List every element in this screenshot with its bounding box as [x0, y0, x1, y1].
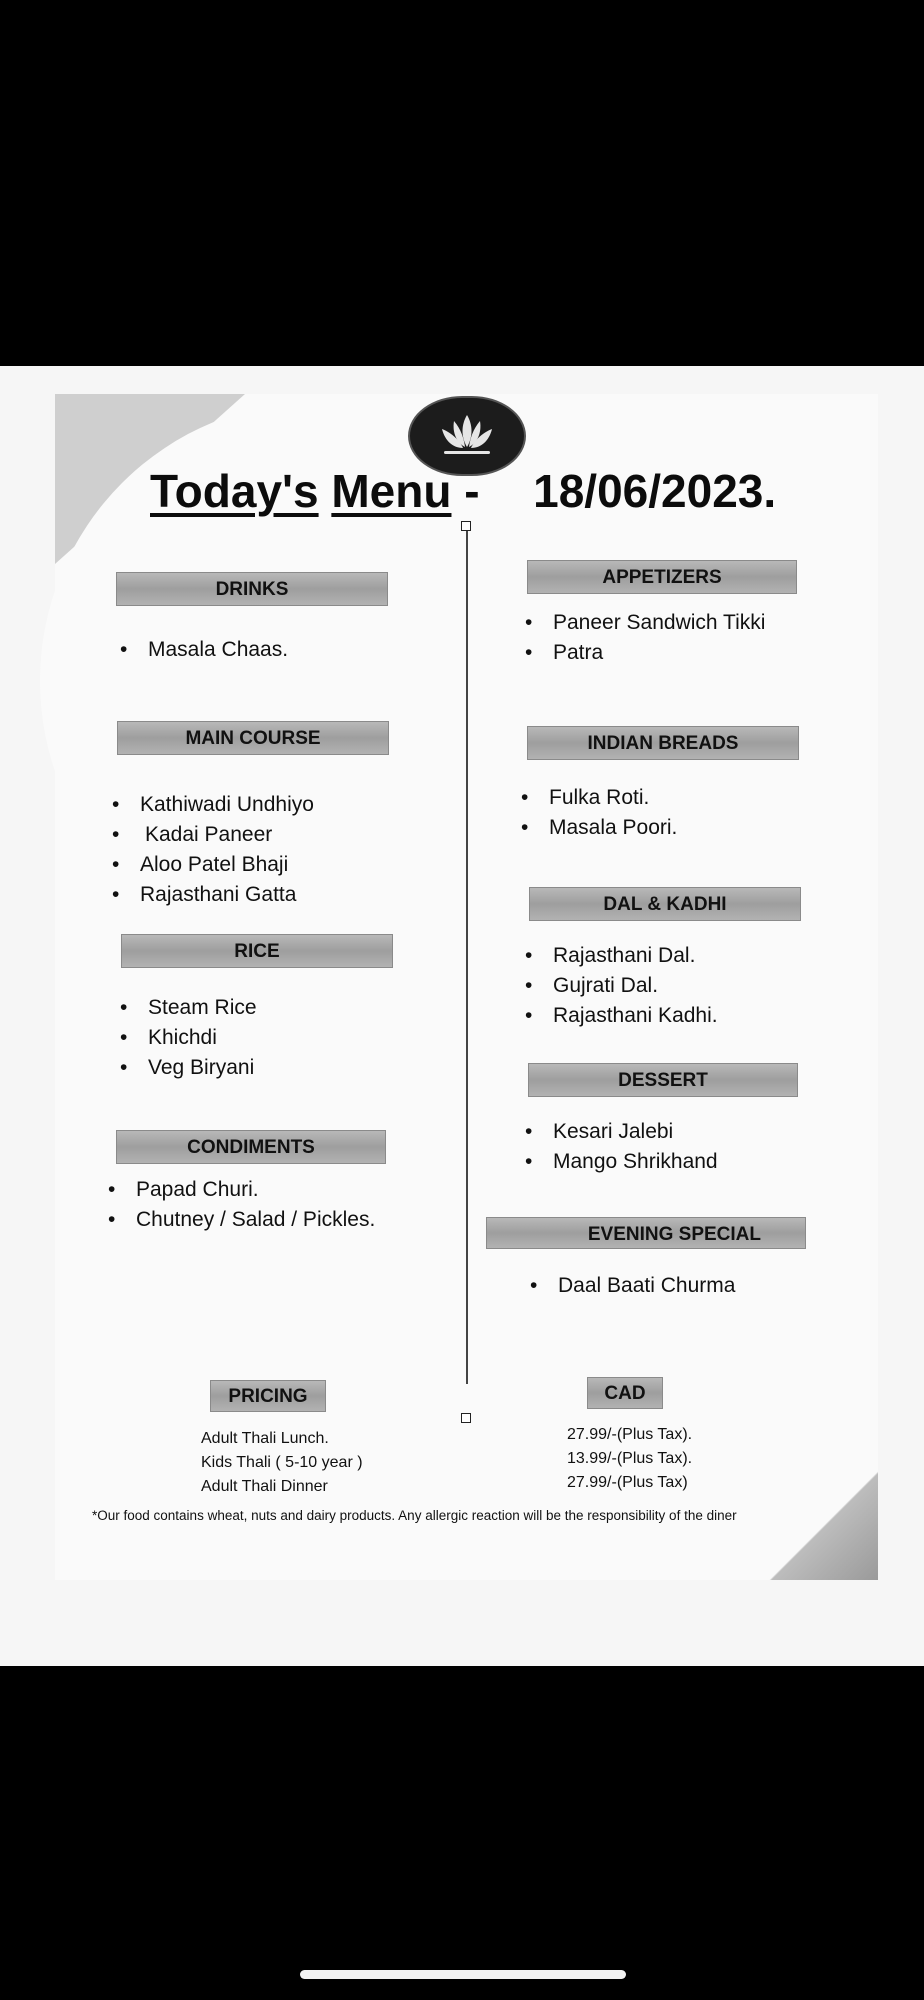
menu-item-label: Fulka Roti.	[549, 786, 650, 809]
menu-item-label: Aloo Patel Bhaji	[140, 853, 289, 876]
menu-item	[525, 641, 603, 665]
bullet: •	[120, 996, 128, 1019]
bullet: •	[521, 786, 529, 809]
bullet: •	[525, 641, 533, 664]
allergy-note: *Our food contains wheat, nuts and dairy products. Any allergic reaction will be the responsibility of the diner	[92, 1508, 737, 1523]
menu-item-label: Rajasthani Gatta	[140, 883, 297, 906]
bullet: •	[525, 1004, 533, 1027]
menu-item-label: Masala Chaas.	[148, 638, 289, 661]
section-heading-appetizers: APPETIZERS	[527, 560, 797, 594]
section-heading-dal-kadhi: DAL & KADHI	[529, 887, 801, 921]
section-heading-main-course: MAIN COURSE	[117, 721, 389, 755]
menu-item	[120, 1056, 254, 1080]
lotus-icon	[432, 411, 502, 461]
bullet: •	[112, 823, 120, 846]
menu-item-label: Gujrati Dal.	[553, 974, 659, 997]
section-heading-drinks: DRINKS	[116, 572, 388, 606]
menu-item-label: Kesari Jalebi	[553, 1120, 674, 1143]
column-divider	[466, 526, 468, 1384]
section-heading-dessert: DESSERT	[528, 1063, 798, 1097]
menu-sheet	[0, 366, 924, 1666]
bullet: •	[112, 853, 120, 876]
bullet: •	[525, 1150, 533, 1173]
menu-item-label: Kathiwadi Undhiyo	[140, 793, 314, 816]
pricing-value: 27.99/-(Plus Tax)	[567, 1474, 688, 1491]
bullet: •	[525, 1120, 533, 1143]
section-heading-evening-special: EVENING SPECIAL	[486, 1217, 806, 1249]
menu-item-label: Khichdi	[148, 1026, 217, 1049]
home-indicator[interactable]	[300, 1970, 626, 1979]
menu-item-label: Rajasthani Dal.	[553, 944, 696, 967]
menu-item	[521, 816, 677, 840]
title-separator: -	[451, 465, 493, 517]
section-heading-indian-breads: INDIAN BREADS	[527, 726, 799, 760]
menu-item	[108, 1208, 375, 1232]
menu-item	[521, 786, 649, 810]
bullet: •	[120, 1056, 128, 1079]
corner-decoration-bottom-right	[760, 1456, 878, 1580]
menu-item	[525, 611, 765, 635]
section-heading-rice: RICE	[121, 934, 393, 968]
pricing-label: Adult Thali Lunch.	[201, 1430, 329, 1447]
pricing-heading: PRICING	[210, 1380, 326, 1412]
menu-item	[525, 1004, 718, 1028]
menu-date: 18/06/2023.	[533, 465, 777, 517]
menu-item-label: Masala Poori.	[549, 816, 678, 839]
menu-item-label: Rajasthani Kadhi.	[553, 1004, 718, 1027]
menu-item-label: Chutney / Salad / Pickles.	[136, 1208, 376, 1231]
bullet: •	[108, 1208, 116, 1231]
currency-heading: CAD	[587, 1377, 663, 1409]
menu-item	[112, 793, 314, 817]
section-heading-condiments: CONDIMENTS	[116, 1130, 386, 1164]
pricing-label: Kids Thali ( 5-10 year )	[201, 1454, 363, 1471]
title-todays: Today's	[150, 465, 319, 517]
menu-item	[120, 638, 288, 662]
menu-item-label: Daal Baati Churma	[558, 1274, 736, 1297]
bullet: •	[120, 638, 128, 661]
menu-item-label: Mango Shrikhand	[553, 1150, 718, 1173]
bullet: •	[525, 611, 533, 634]
pricing-value: 27.99/-(Plus Tax).	[567, 1426, 693, 1443]
menu-item	[525, 1150, 718, 1174]
pricing-label: Adult Thali Dinner	[201, 1478, 328, 1495]
menu-item-label: Veg Biryani	[148, 1056, 255, 1079]
menu-item	[112, 823, 272, 847]
bullet: •	[112, 793, 120, 816]
menu-item	[108, 1178, 259, 1202]
menu-item	[120, 1026, 217, 1050]
menu-item-label: Kadai Paneer	[145, 823, 273, 846]
menu-item	[525, 974, 658, 998]
page-title	[150, 464, 790, 524]
divider-handle-bottom	[461, 1413, 471, 1423]
menu-item	[112, 853, 288, 877]
menu-item-label: Steam Rice	[148, 996, 257, 1019]
menu-item	[525, 944, 695, 968]
menu-item	[525, 1120, 673, 1144]
bullet: •	[112, 883, 120, 906]
bullet: •	[530, 1274, 538, 1297]
menu-item-label: Papad Churi.	[136, 1178, 259, 1201]
divider-handle-top	[461, 521, 471, 531]
menu-item-label: Patra	[553, 641, 604, 664]
bullet: •	[525, 944, 533, 967]
bullet: •	[120, 1026, 128, 1049]
title-menu: Menu	[331, 465, 452, 517]
menu-item	[120, 996, 257, 1020]
bullet: •	[108, 1178, 116, 1201]
menu-item	[530, 1274, 735, 1298]
bullet: •	[521, 816, 529, 839]
pricing-value: 13.99/-(Plus Tax).	[567, 1450, 693, 1467]
menu-item	[112, 883, 296, 907]
menu-item-label: Paneer Sandwich Tikki	[553, 611, 766, 634]
bullet: •	[525, 974, 533, 997]
